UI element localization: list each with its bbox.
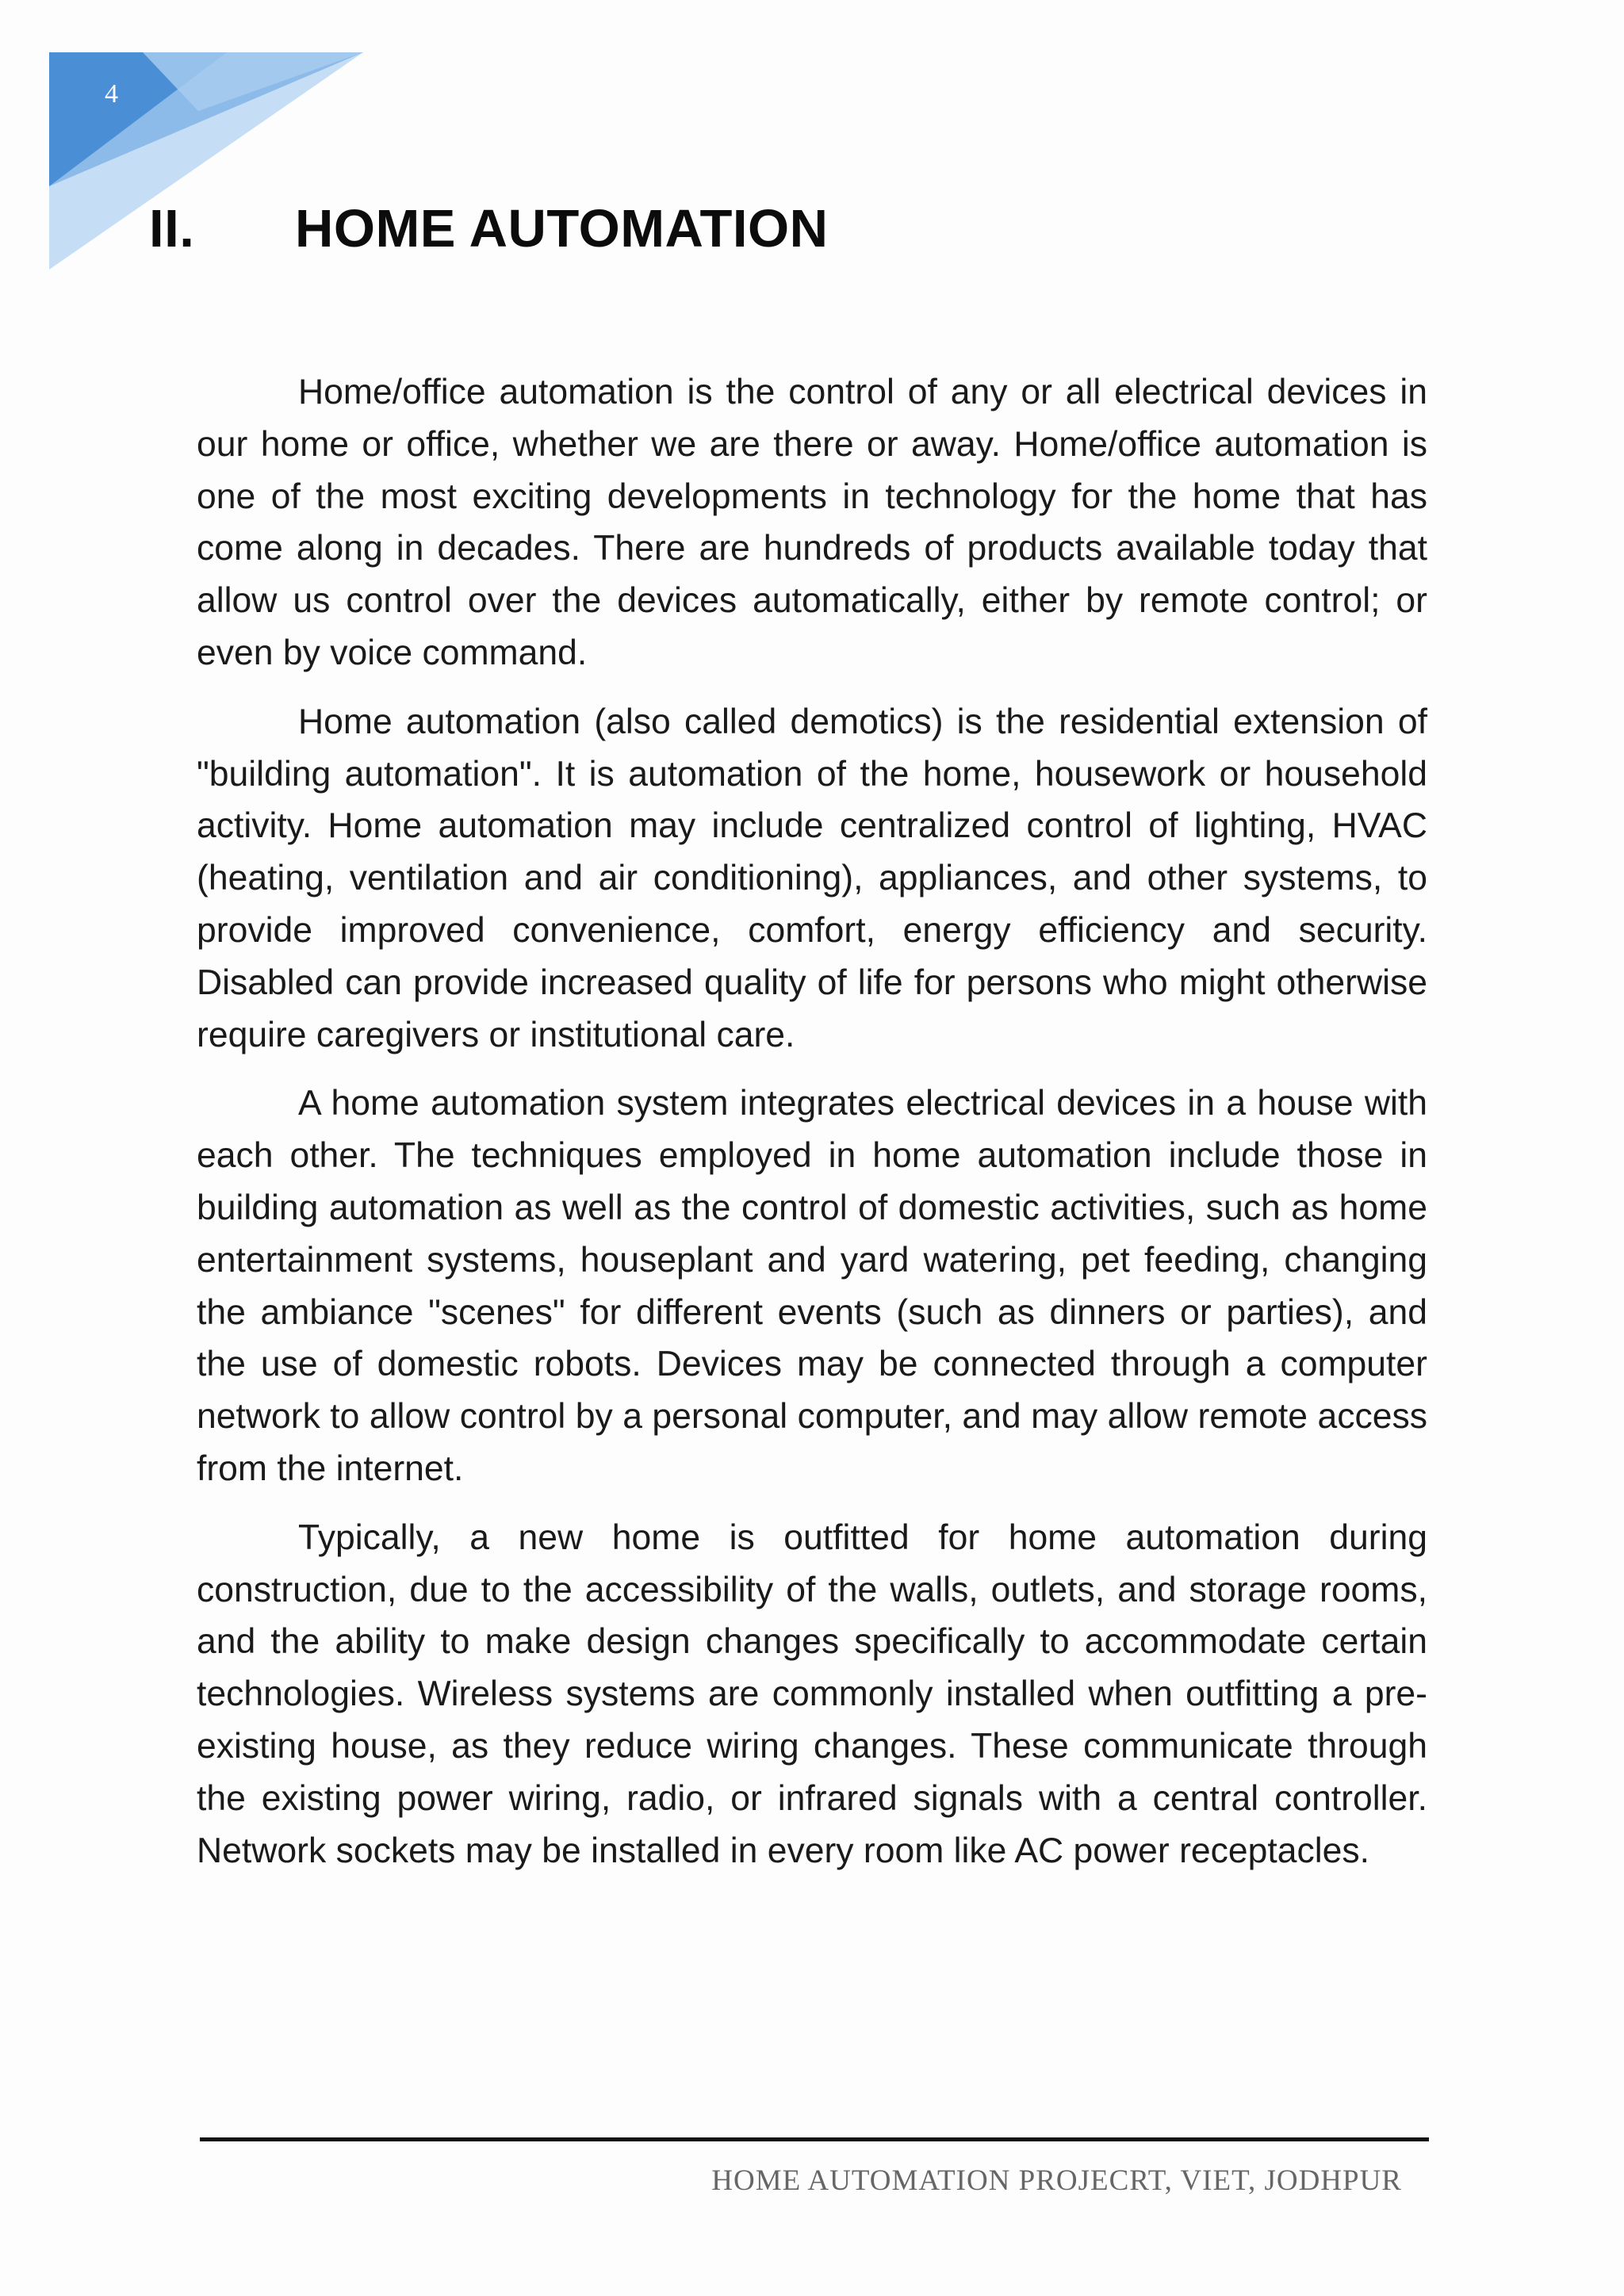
page-number: 4 xyxy=(105,79,118,109)
paragraph-2: Home automation (also called demotics) is the residential extension of "building automation". It is automation of the home, housework or household activity. Home automation may include centralized control of lighting, HVAC (heating, ventilation and air conditioning), appliances, and other systems, to provide improved convenience, comfort, energy efficiency and security. Disabled can provide increased quality of life for persons who might otherwise require caregivers or institutional care. xyxy=(197,702,1427,1054)
section-title: HOME AUTOMATION xyxy=(295,199,829,258)
paragraph-1: Home/office automation is the control of any or all electrical devices in our home or office, whether we are there or away. Home/office automation is one of the most exciting developments in technology for the home that has come along in decades. There are hundreds of products available today that allow us control over the devices automatically, either by remote control; or even by voice command. xyxy=(197,373,1427,672)
paragraph-3: A home automation system integrates electrical devices in a house with each other. The techniques employed in home automation include those in building automation as well as the control of domestic activities, such as home entertainment systems, houseplant and yard watering, pet feeding, changing the ambiance "scenes" for different events (such as dinners or parties), and the use of domestic robots. Devices may be connected through a computer network to allow control by a personal computer, and may allow remote access from the internet. xyxy=(197,1084,1427,1488)
paragraph-4: Typically, a new home is outfitted for home automation during construction, due to the accessibility of the walls, outlets, and storage rooms, and the ability to make design changes specifically to accommodate certain technologies. Wireless systems are commonly installed when outfitting a pre-existing house, as they reduce wiring changes. These communicate through the existing power wiring, radio, or infrared signals with a central controller. Network sockets may be installed in every room like AC power receptacles. xyxy=(197,1517,1427,1870)
section-heading xyxy=(149,198,829,259)
footer-divider xyxy=(200,2137,1429,2141)
footer-text: HOME AUTOMATION PROJECRT, VIET, JODHPUR xyxy=(711,2164,1402,2197)
body-text xyxy=(197,366,1427,1893)
section-number: II. xyxy=(149,199,195,258)
